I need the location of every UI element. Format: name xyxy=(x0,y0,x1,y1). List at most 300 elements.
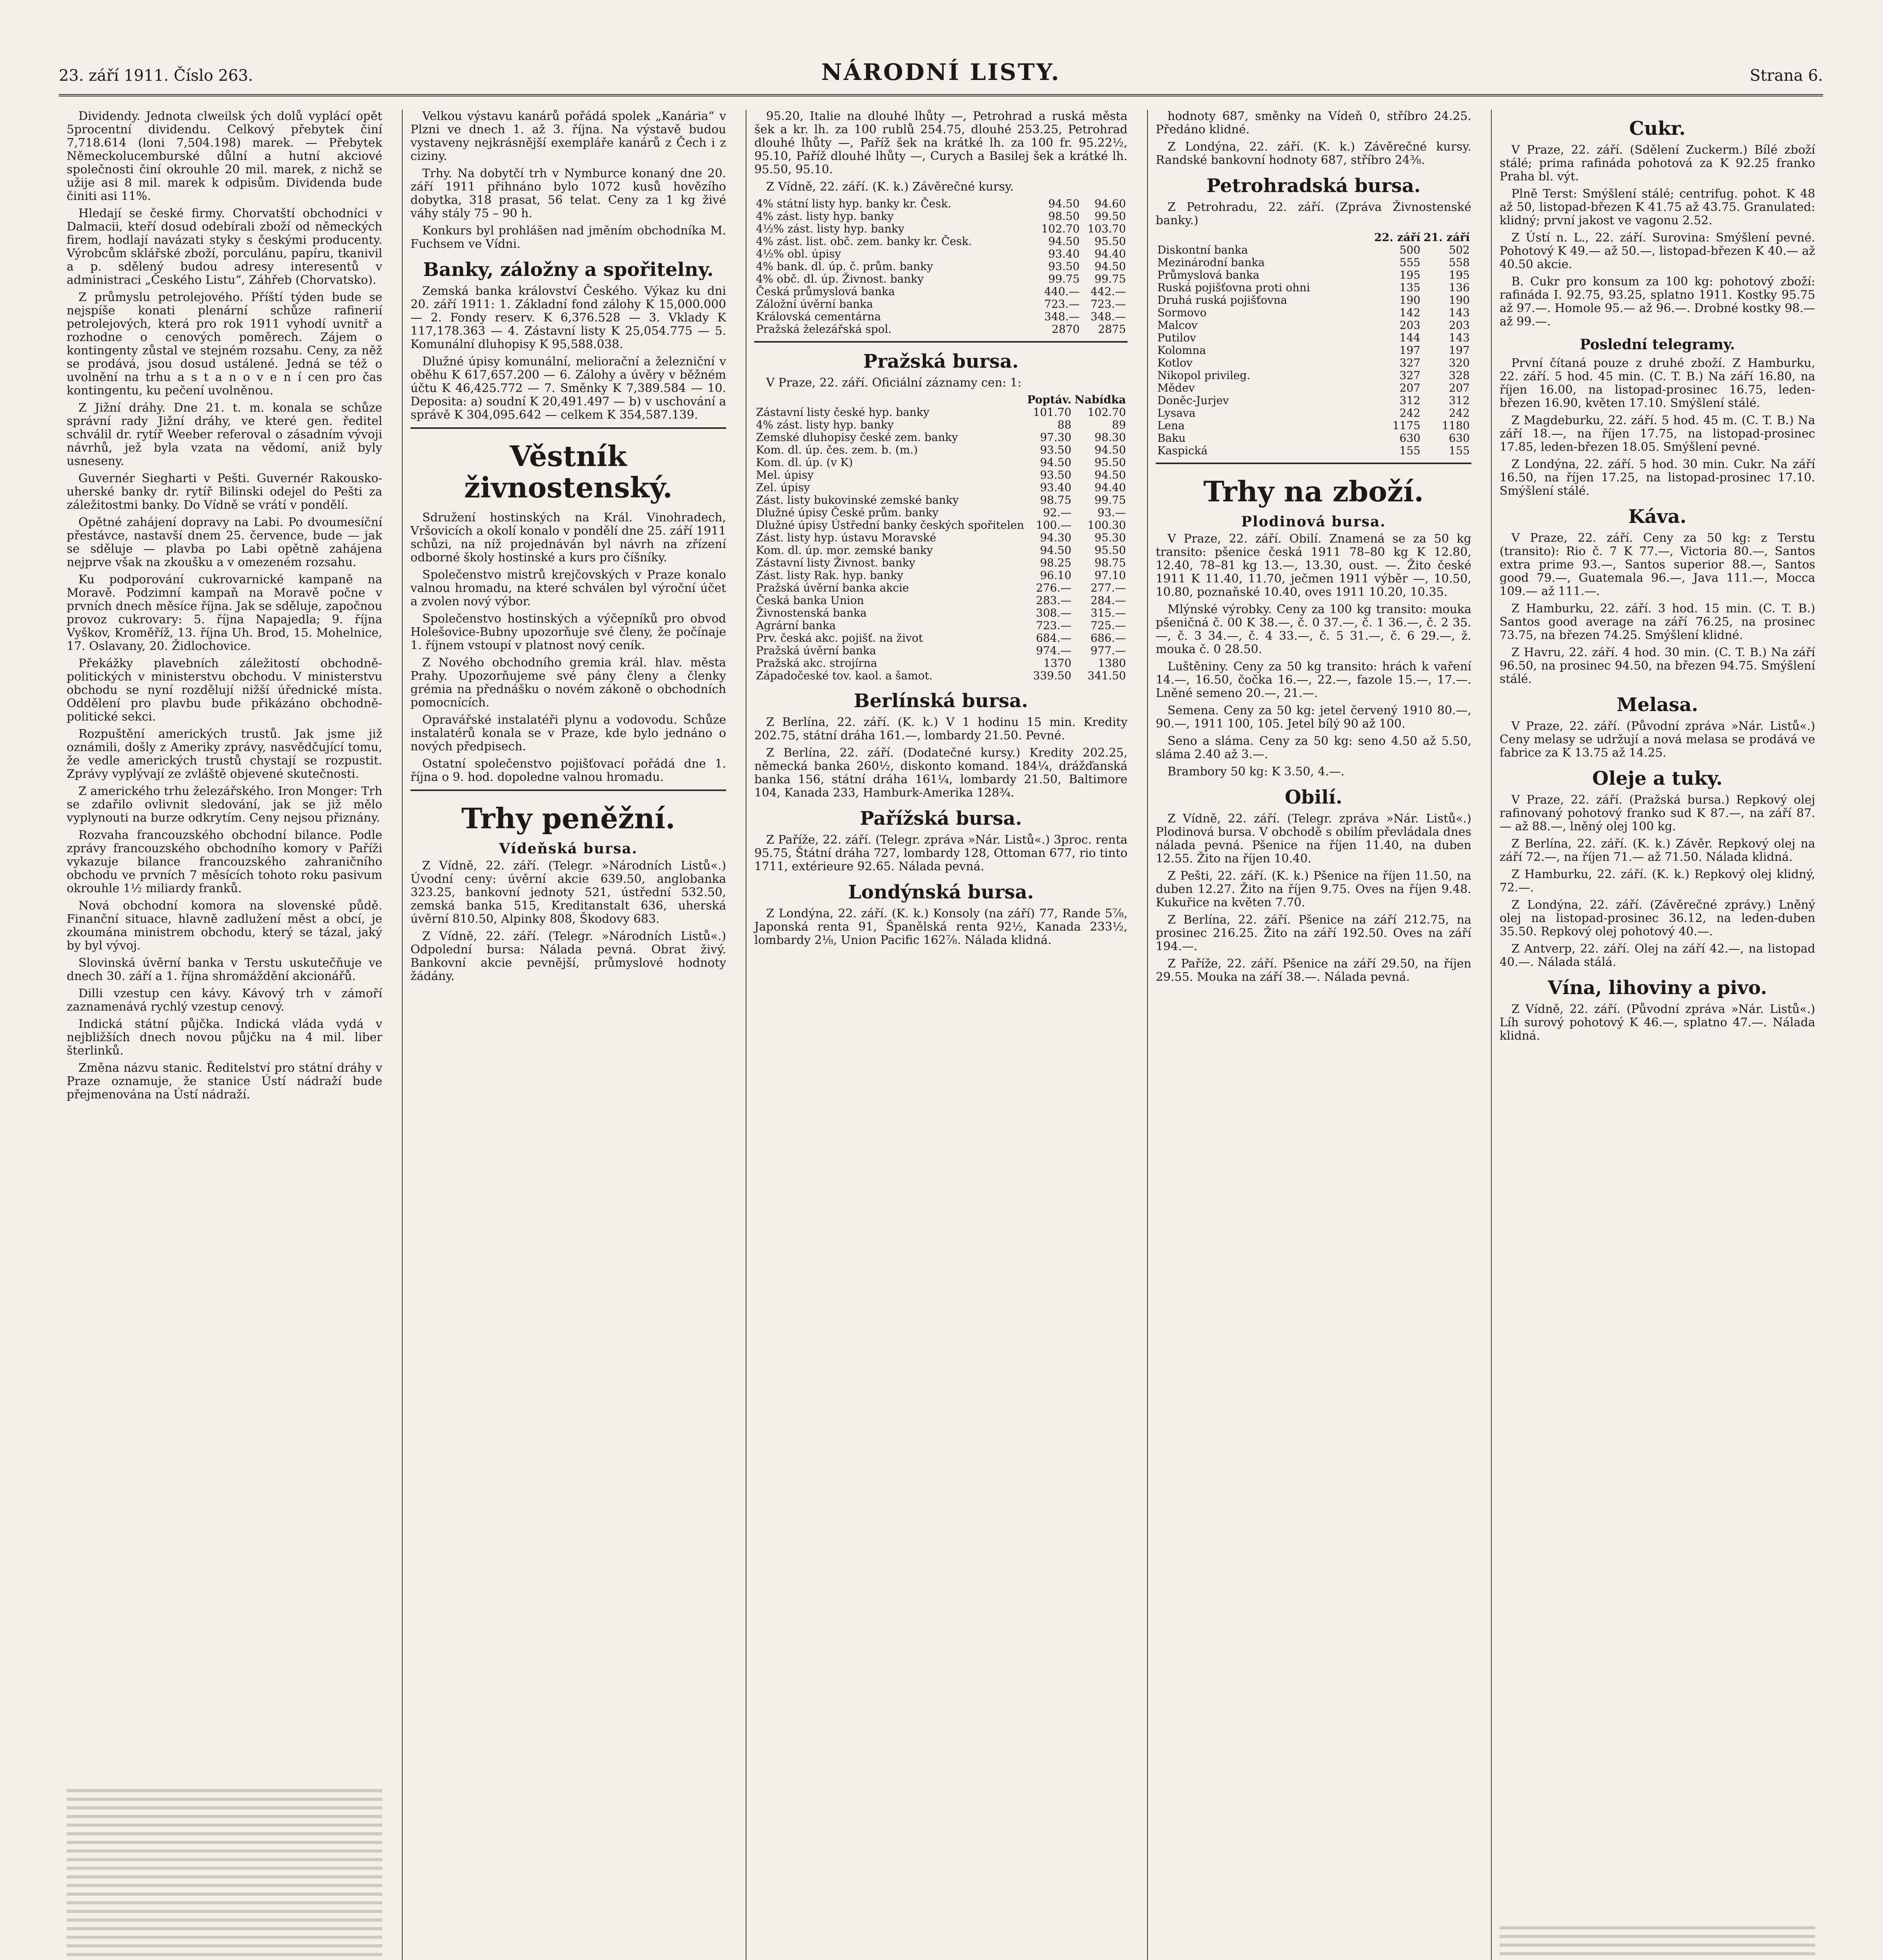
quote-row xyxy=(1156,344,1471,357)
row-value: 348.— xyxy=(1090,310,1126,323)
row-value: 142 xyxy=(1399,306,1421,319)
row-value: 95.50 xyxy=(1094,544,1126,557)
article-czech-firms: Hledají se české firmy. Chorvatští obchodníci v Dalmacii, kteří dosud odebírali zboží od německých firem, hodlají navázati styky s českými producenty. Výrobcům sklářské zboží, porculánu, papíru, tkanivil a p. sdělený budou adresy interesentů v administraci „Českého Listu“, Záhřeb (Chorvatsko). xyxy=(67,207,383,287)
column-5 xyxy=(1491,110,1823,1960)
land-bank-statement: Zemská banka království Českého. Výkaz ku dni 20. září 1911: 1. Základní fond zálohy K 15,000.000 — 2. Fondy reserv. K 6,376.528 — 3. Vklady K 117,178.363 — 4. Zástavní listy K 25,054.775 — 5. Komunální dluhopisy K 95,588.038. xyxy=(410,284,726,351)
quote-row xyxy=(754,632,1128,644)
quote-row xyxy=(754,273,1128,285)
quote-row xyxy=(754,210,1128,223)
row-label: Zástavní listy Živnost. banky xyxy=(756,556,915,569)
quote-row xyxy=(754,323,1128,336)
row-value: 277.— xyxy=(1090,581,1126,594)
quote-row xyxy=(754,607,1128,619)
row-value: 558 xyxy=(1449,256,1470,269)
row-value: 94.30 xyxy=(1040,531,1071,544)
quote-row xyxy=(1156,319,1471,332)
oils-hamburg: Z Hamburku, 22. září. (K. k.) Repkový olej klidný, 72.—. xyxy=(1499,867,1816,895)
row-value: 283.— xyxy=(1036,594,1071,607)
row-label: Pražská železářská spol. xyxy=(756,323,892,336)
quote-row xyxy=(754,644,1128,657)
row-value: 99.75 xyxy=(1094,494,1126,506)
column-1-dense-text xyxy=(67,1784,382,1960)
row-value: 96.10 xyxy=(1040,569,1071,582)
row-value: 99.75 xyxy=(1094,272,1126,285)
row-value: 98.75 xyxy=(1040,494,1071,506)
row-label: Pražská akc. strojírna xyxy=(756,657,877,670)
grain-berlin: Z Berlína, 22. září. Pšenice na září 212.75, na prosinec 216.25. Žito na září 192.50. Oves na září 194.—. xyxy=(1155,913,1471,953)
row-value: 502 xyxy=(1449,243,1470,256)
row-value: 1380 xyxy=(1098,657,1126,670)
column-3 xyxy=(746,110,1135,1960)
row-label: Zel. úpisy xyxy=(756,481,810,494)
row-value: 197 xyxy=(1449,344,1470,357)
row-value: 93.40 xyxy=(1048,247,1080,260)
quote-row xyxy=(754,532,1128,544)
trade-item-6: Ostatní společenstvo pojišťovací pořádá dne 1. října o 9. hod. dopoledne valnou hromadu. xyxy=(410,757,726,784)
london-exchange-heading: Londýnská bursa. xyxy=(848,881,1034,903)
row-value: 207 xyxy=(1399,381,1421,394)
quote-row xyxy=(754,298,1128,310)
row-value: 136 xyxy=(1449,281,1470,294)
row-label: Mezinárodní banka xyxy=(1157,256,1265,269)
row-value: 203 xyxy=(1399,319,1421,332)
article-elbe-navigation: Opětné zahájení dopravy na Labi. Po dvoumesíční přestávce, nastavší dnem 25. července, bude — jak se sděluje — plavba po Labi opětně zahájena nejprve však na zkoušku a v omezeném rozsahu. xyxy=(67,515,383,569)
row-value: 348.— xyxy=(1044,310,1080,323)
quote-row xyxy=(1156,256,1471,269)
vienna-afternoon: Z Vídně, 22. září. (Telegr. »Národních Listů«.) Odpolední bursa: Nálada pevná. Obrat živý. Bankovní akcie pevnější, průmyslové hodnoty žádány. xyxy=(410,929,726,983)
row-value: 95.50 xyxy=(1094,456,1126,469)
oils-prague: V Praze, 22. září. (Pražská bursa.) Repkový olej rafinovaný pohotový franko sud K 87.—, na září 87.— až 88.—, lněný olej 100 kg. xyxy=(1499,793,1816,833)
berlin-report-1: Z Berlína, 22. září. (K. k.) V 1 hodinu 15 min. Kredity 202.75, státní dráha 161.—, lombardy 21.50. Pevné. xyxy=(754,715,1128,742)
produce-exchange-subheading: Plodinová bursa. xyxy=(1241,514,1386,530)
quote-row xyxy=(1156,445,1471,457)
row-value: 723.— xyxy=(1036,619,1071,632)
row-label: Malcov xyxy=(1157,319,1198,332)
grain-paris: Z Paříže, 22. září. Pšenice na září 29.50, na říjen 29.55. Mouka na září 38.—. Nálada pevná. xyxy=(1155,957,1471,984)
article-ministry-shipping: Překážky plavebních záležitostí obchodně-politických v ministerstvu obchodu. V ministerstvu obchodu se nyní rozdělují nižší úřednické místa. Oddělení pro plavbu bude přikázáno obchodně-politické sekci. xyxy=(67,657,383,724)
row-value: 440.— xyxy=(1044,285,1080,298)
row-value: 98.30 xyxy=(1094,431,1126,444)
quote-row xyxy=(754,310,1128,323)
land-bank-statement-cont: Dlužné úpisy komunální, meliorační a železniční v oběhu K 617,657.200 — 6. Zálohy a úvěry v běžném účtu K 46,425.772 — 7. Směnky K 7,389.584 — 10. Deposita: a) soudní K 20,491.497 — b) v uschování a správě K 304,095.642 — celkem K 354,587.139. xyxy=(410,355,726,422)
row-label: 4½% obl. úpisy xyxy=(756,247,841,260)
row-value: 89 xyxy=(1112,418,1126,431)
quote-row xyxy=(1156,382,1471,394)
row-label: Kolomna xyxy=(1157,344,1206,357)
row-value: 102.70 xyxy=(1087,406,1126,419)
telegram-magdeburg: Z Magdeburku, 22. září. 5 hod. 45 m. (C. T. B.) Na září 18.—, na říjen 17.75, na listopad-prosinec 17.85, leden-březen 18.05. Smýšlení pevné. xyxy=(1499,414,1816,454)
row-value: 94.50 xyxy=(1094,260,1126,273)
row-label: Putilov xyxy=(1157,331,1196,344)
column-1 xyxy=(59,110,390,1960)
quote-row xyxy=(754,198,1128,210)
legumes: Luštěniny. Ceny za 50 kg transito: hrách k vaření 14.—, 16.50, čočka 16.—, 22.—, fazole 15.—, 17.—. Lněné semeno 20.—, 21.—. xyxy=(1155,660,1471,700)
row-value: 312 xyxy=(1449,394,1470,407)
latest-telegrams-heading: Poslední telegramy. xyxy=(1580,336,1735,353)
row-label: Mědev xyxy=(1157,381,1195,394)
row-value: 500 xyxy=(1399,243,1421,256)
row-value: 94.60 xyxy=(1094,197,1126,210)
berlin-exchange-heading: Berlínská bursa. xyxy=(853,690,1028,712)
article-american-trusts: Rozpuštění amerických trustů. Jak jsme již oznámili, došly z Ameriky zprávy, nasvědčující tomu, že vedle amerických trustů chystají se rozpustit. Zprávy vyplývají ze zvláště objevené skutečnosti. xyxy=(67,727,383,781)
row-label: Česká průmyslová banka xyxy=(756,285,895,298)
quote-row xyxy=(754,657,1128,670)
column-header: 21. září xyxy=(1424,231,1470,244)
row-label: Baku xyxy=(1157,432,1186,445)
coffee-prague: V Praze, 22. září. Ceny za 50 kg: z Terstu (transito): Rio č. 7 K 77.—, Victoria 80.—, Santos extra prime 93.—, Santos superior 88.—, Santos good 79.—, Guatemala 96.—, Java 111.—, Mocca 109.— až 111.—. xyxy=(1499,531,1816,598)
oils-heading: Oleje a tuky. xyxy=(1592,768,1723,789)
row-value: 684.— xyxy=(1036,632,1071,644)
quote-row xyxy=(754,469,1128,481)
quote-row xyxy=(1156,244,1471,256)
quote-row xyxy=(754,494,1128,506)
article-bankruptcy: Konkurs byl prohlášen nad jměním obchodníka M. Fuchsem ve Vídni. xyxy=(410,224,726,251)
quote-row xyxy=(1156,407,1471,419)
row-value: 98.75 xyxy=(1094,556,1126,569)
page-number: Strana 6. xyxy=(1750,67,1823,85)
spirits-vienna: Z Vídně, 22. září. (Původní zpráva »Nár. Listů«.) Líh surový pohotový K 46.—, splatno 47.—. Nálada klidná. xyxy=(1499,1002,1816,1043)
column-4 xyxy=(1147,110,1479,1960)
row-value: 276.— xyxy=(1036,581,1071,594)
masthead xyxy=(59,59,1823,96)
row-value: 341.50 xyxy=(1087,669,1126,682)
quote-row xyxy=(754,619,1128,632)
row-value: 101.70 xyxy=(1033,406,1071,419)
berlin-report-2: Z Berlína, 22. září. (Dodatečné kursy.) Kredity 202.25, německá banka 260½, diskonto komand. 184¼, drážďanská banka 156, státní dráha 161¼, lombardy 21.50, Baltimore 104, Kanada 233, Hamburk-Amerika 128¾. xyxy=(754,746,1128,800)
row-value: 143 xyxy=(1449,306,1470,319)
row-value: 144 xyxy=(1399,331,1421,344)
issue-date: 23. září 1911. Číslo 263. xyxy=(59,67,253,85)
article-slovene-bank: Slovinská úvěrní banka v Terstu uskutečňuje ve dnech 30. září a 1. října shromáždění akcionářů. xyxy=(67,956,383,983)
row-value: 100.30 xyxy=(1087,519,1126,532)
divider xyxy=(1156,463,1471,464)
row-label: Kotlov xyxy=(1157,356,1193,369)
row-label: 4% bank. dl. úp. č. prům. banky xyxy=(756,260,933,273)
quote-row xyxy=(1156,332,1471,344)
oils-berlin: Z Berlína, 22. září. (K. k.) Závěr. Repkový olej na září 72.—, na říjen 71.— až 71.50. Nálada klidná. xyxy=(1499,837,1816,864)
quote-row xyxy=(1156,307,1471,319)
row-value: 339.50 xyxy=(1033,669,1071,682)
sugar-prague: V Praze, 22. září. (Sdělení Zuckerm.) Bílé zboží stálé; prima rafináda pohotová za K 92.25 franko Praha bl. výt. xyxy=(1499,143,1816,183)
grain-vienna: Z Vídně, 22. září. (Telegr. zpráva »Nár. Listů«.) Plodinová bursa. V obchodě s obilím převládala dnes nálada pevná. Pšenice na říjen 11.40, na duben 12.55. Žito na říjen 10.40. xyxy=(1155,812,1471,866)
quote-row xyxy=(1156,294,1471,307)
article-sugar-campaign: Ku podporování cukrovarnické kampaně na Moravě. Podzimní kampaň na Moravě počne v prvních dnech měsíce října. Jak se sděluje, započnou provoz cukrovary: 5. října Napajedla; 9. října Vyškov, Kroměříž, 13. října Uh. Brod, 15. Mohelnice, 17. Oslavany, 20. Židlochovice. xyxy=(67,573,383,653)
vienna-exchange-subheading: Vídeňská bursa. xyxy=(499,840,638,857)
row-label: Agrární banka xyxy=(756,619,836,632)
row-label: Královská cementárna xyxy=(756,310,881,323)
row-value: 94.40 xyxy=(1094,247,1126,260)
money-markets-heading: Trhy peněžní. xyxy=(461,802,675,835)
article-canary-show: Velkou výstavu kanárů pořádá spolek „Kanária“ v Plzni ve dnech 1. až 3. října. Na výstavě budou vystaveny nejkrásnější exempláře kanárů z Čech i z ciziny. xyxy=(410,109,726,163)
row-value: 95.30 xyxy=(1094,531,1126,544)
row-label: Nikopol privileg. xyxy=(1157,369,1251,382)
quote-row xyxy=(1156,419,1471,432)
hay-straw: Seno a sláma. Ceny za 50 kg: seno 4.50 až 5.50, sláma 2.40 až 3.—. xyxy=(1155,734,1471,761)
sugar-usti: Z Ústí n. L., 22. září. Surovina: Smýšlení pevné. Pohotový K 49.— až 50.—, listopad-březen K 40.— až 40.50 akcie. xyxy=(1499,231,1816,271)
molasses-heading: Melasa. xyxy=(1616,694,1698,716)
vienna-closing-label: Z Vídně, 22. září. (K. k.) Závěrečné kursy. xyxy=(766,180,1014,194)
quote-row xyxy=(754,569,1128,582)
row-value: 98.25 xyxy=(1040,556,1071,569)
quote-row xyxy=(1156,394,1471,407)
petersburg-label: Z Petrohradu, 22. září. (Zpráva Živnostenské banky.) xyxy=(1155,200,1471,227)
quote-row xyxy=(754,481,1128,494)
row-label: Zástavní listy české hyp. banky xyxy=(756,406,930,419)
article-dividends: Dividendy. Jednota clweilsk ých dolů vyplácí opět 5procentní dividendu. Celkový přebytek činí 7,718.614 (loni 7,504.198) marek. — Přebytek Německolucemburské důlní a hutní akciové společnosti činí okrouhle 20 mil. marek, z nichž se užije asi 8 mil. marek k odpisům. Dividenda bude činiti asi 11%. xyxy=(67,109,383,203)
row-value: 190 xyxy=(1449,294,1470,307)
article-cattle-market: Trhy. Na dobytčí trh v Nymburce konaný dne 20. září 1911 přihnáno bylo 1072 kusů hovězího dobytka, 318 prasat, 56 telat. Ceny za 1 kg živé váhy stály 75 – 90 h. xyxy=(410,167,726,220)
column-header: 22. září xyxy=(1374,231,1421,244)
row-value: 723.— xyxy=(1044,298,1080,310)
row-label: Diskontní banka xyxy=(1157,243,1248,256)
row-label: Pražská úvěrní banka xyxy=(756,644,876,657)
telegram-london: Z Londýna, 22. září. 5 hod. 30 min. Cukr. Na září 16.50, na říjen 17.25, na listopad-prosinec 17.10. Smýšlení stálé. xyxy=(1499,457,1816,498)
row-value: 94.50 xyxy=(1040,544,1071,557)
oils-antwerp: Z Antverp, 22. září. Olej na září 42.—, na listopad 40.—. Nálada stálá. xyxy=(1499,942,1816,969)
row-value: 977.— xyxy=(1090,644,1126,657)
row-value: 135 xyxy=(1399,281,1421,294)
london-closing: Z Londýna, 22. září. (K. k.) Závěrečné kursy. Randské bankovní hodnoty 687, stříbro 24⅜. xyxy=(1155,140,1471,167)
row-value: 93.50 xyxy=(1040,468,1071,481)
row-value: 155 xyxy=(1399,444,1421,457)
row-label: Mel. úpisy xyxy=(756,468,814,481)
column-header: Poptáv. xyxy=(1027,393,1071,406)
row-value: 97.30 xyxy=(1040,431,1071,444)
coffee-havre: Z Havru, 22. září. 4 hod. 30 min. (C. T. B.) Na září 96.50, na prosinec 94.50, na březen 94.75. Smýšlení stálé. xyxy=(1499,646,1816,686)
trade-item-3: Společenstvo hostinských a výčepníků pro obvod Holešovice-Bubny upozorňuje své členy, že počínaje 1. říjnem vstoupí v platnost nový ceník. xyxy=(410,612,726,652)
quote-row xyxy=(754,557,1128,569)
petersburg-exchange-heading: Petrohradská bursa. xyxy=(1206,175,1421,197)
mill-products: Mlýnské výrobky. Ceny za 100 kg transito: mouka pšeničná č. 00 K 38.—, č. 0 37.—, č. 1 36.—, č. 2 35.—, č. 3 34.—, č. 4 33.—, č. 5 31.—, č. 6 29.—, ž. mouka č. 0 28.50. xyxy=(1155,603,1471,656)
row-value: 207 xyxy=(1449,381,1470,394)
article-coffee-price: Dilli vzestup cen kávy. Kávový trh v zámoří zaznamenává rychlý vzestup cenový. xyxy=(67,987,383,1014)
quote-row xyxy=(1156,281,1471,294)
row-label: Zemské dluhopisy české zem. banky xyxy=(756,431,958,444)
row-label: Záložní úvěrní banka xyxy=(756,298,873,310)
row-label: Lena xyxy=(1157,419,1185,432)
row-label: Zást. listy Rak. hyp. banky xyxy=(756,569,904,582)
article-french-trade: Rozvaha francouzského obchodní bilance. Podle zprávy francouzského obchodního komory v Paříži vykazuje bilance francouzského zahraničního obchodu ve prvních 7 měsících tohoto roku pasivum okrouhle 1½ miliardy franků. xyxy=(67,828,383,895)
quote-row xyxy=(754,285,1128,298)
prague-official-label: V Praze, 22. září. Oficiální záznamy cen: 1: xyxy=(766,376,1022,390)
vienna-closing-table xyxy=(754,198,1128,336)
quote-row xyxy=(754,235,1128,248)
vienna-opening: Z Vídně, 22. září. (Telegr. »Národních Listů«.) Úvodní ceny: úvěrní akcie 639.50, anglobanka 323.25, bankovní jednoty 521, ústřední 532.50, zemská banka 515, Kreditanstalt 636, uherská úvěrní 810.50, Alpinky 808, Škodovy 683. xyxy=(410,859,726,926)
quote-row xyxy=(754,419,1128,431)
quote-row xyxy=(754,431,1128,444)
grain-prices: V Praze, 22. září. Obilí. Znamená se za 50 kg transito: pšenice česká 1911 78–80 kg K 12.80, 12.40, 78–81 kg 13.—, 13.30, oust. —. Žito české 1911 K 11.40, 11.70, ječmen 1911 výběr —, 10.50, 10.80, poznaňské 10.40, oves 1911 10.20, 10.35. xyxy=(1155,532,1471,599)
row-value: 1180 xyxy=(1442,419,1470,432)
quote-row xyxy=(754,670,1128,682)
quote-row xyxy=(754,406,1128,419)
telegram-hamburg: První čítaná pouze z druhé zboží. Z Hamburku, 22. září. 5 hod. 45 min. (C. T. B.) Na září 16.80, na říjen 16.00, na listopad-prosinec 16.75, leden-březen 16.90, květen 17.10. Smýšlení stálé. xyxy=(1499,356,1816,410)
row-label: Česká banka Union xyxy=(756,594,864,607)
trade-item-2: Společenstvo mistrů krejčovských v Praze konalo valnou hromadu, na které schválen byl výroční účet a zvolen nový výbor. xyxy=(410,568,726,608)
row-value: 93.50 xyxy=(1048,260,1080,273)
quote-row xyxy=(1156,357,1471,369)
row-value: 94.50 xyxy=(1094,443,1126,456)
quote-row xyxy=(754,594,1128,607)
row-value: 97.10 xyxy=(1094,569,1126,582)
row-value: 190 xyxy=(1399,294,1421,307)
row-label: Kom. dl. úp. mor. zemské banky xyxy=(756,544,933,557)
trade-gazette-heading: Věstník živnostenský. xyxy=(464,439,673,504)
row-label: Živnostenská banka xyxy=(756,606,867,619)
row-value: 308.— xyxy=(1036,606,1071,619)
row-label: 4% zást. listy hyp. banky xyxy=(756,210,894,223)
row-value: 630 xyxy=(1399,432,1421,445)
row-label: Dlužné úpisy Ústřední banky českých spořitelen xyxy=(756,519,1024,532)
grain-budapest: Z Pešti, 22. září. (K. k.) Pšenice na říjen 11.50, na duben 12.27. Žito na říjen 9.75. Oves na říjen 9.48. Kukuřice na květen 7.70. xyxy=(1155,869,1471,909)
quote-row xyxy=(754,248,1128,260)
divider xyxy=(410,427,726,429)
row-label: 4% státní listy hyp. banky kr. Česk. xyxy=(756,197,951,210)
potatoes: Brambory 50 kg: K 3.50, 4.—. xyxy=(1167,765,1345,779)
quote-row xyxy=(1156,369,1471,382)
quote-row xyxy=(754,544,1128,557)
quote-row xyxy=(754,506,1128,519)
row-value: 100.— xyxy=(1036,519,1071,532)
grain-heading: Obilí. xyxy=(1285,786,1342,808)
row-label: Průmyslová banka xyxy=(1157,269,1260,281)
row-label: Doněc-Jurjev xyxy=(1157,394,1229,407)
column-5-dense-text xyxy=(1500,1921,1815,1960)
article-petroleum: Z průmyslu petrolejového. Příští týden bude se nejspíše konati plenární schůze rafinerií petrolejových, která pro rok 1911 vyhodí uvnitř a rozhodne o cenových poměrech. Zájem o kontingenty zůstal ve stejném rozsahu. Ceny, za něž se prodává, jsou dosud ustálené. Jedná se též o uvolnění na trhu a s t a n o v e n í cen pro čas kontingentu, ku pečení uvolněnou. xyxy=(67,290,383,397)
row-value: 94.50 xyxy=(1040,456,1071,469)
row-label: Kaspická xyxy=(1157,444,1208,457)
row-value: 1175 xyxy=(1392,419,1421,432)
quote-row xyxy=(754,582,1128,594)
sugar-consumption: B. Cukr pro konsum za 100 kg: pohotový zboží: rafináda I. 92.75, 93.25, splatno 1911. Kostky 95.75 až 97.—. Homole 95.— až 96.—. Drobné kostky 98.— až 99.—. xyxy=(1499,275,1816,328)
row-value: 93.50 xyxy=(1040,443,1071,456)
quote-row xyxy=(754,260,1128,273)
sugar-trieste: Plně Terst: Smýšlení stálé; centrifug. pohot. K 48 až 50, listopad-březen K 41.75 až 43.75. Granulated: klidný; první jakost ve vagonu 2.52. xyxy=(1499,187,1816,227)
banks-heading: Banky, záložny a spořitelny. xyxy=(423,259,714,281)
row-value: 155 xyxy=(1449,444,1470,457)
article-southern-railway: Z Jižní dráhy. Dne 21. t. m. konala se schůze správní rady Jižní dráhy, ve které gen. ředitel schválil dr. rytíř Weeber referoval o zásadním vývoji návrhů, jež byla vzata na vědomí, aniž byly usneseny. xyxy=(67,401,383,468)
row-value: 102.70 xyxy=(1041,222,1080,235)
coffee-hamburg: Z Hamburku, 22. září. 3 hod. 15 min. (C. T. B.) Santos good average na září 76.25, na prosinec 73.75, na březen 74.25. Smýšlení klidné. xyxy=(1499,602,1816,642)
quote-row xyxy=(754,456,1128,469)
london-continued: hodnoty 687, směnky na Vídeň 0, stříbro 24.25. Předáno klidné. xyxy=(1155,109,1471,136)
row-value: 974.— xyxy=(1036,644,1071,657)
trade-item-4: Z Nového obchodního gremia král. hlav. města Prahy. Upozorňujeme své pány členy a členky grémia na přednášku o novém zákoně o obchodních pomocnících. xyxy=(410,656,726,710)
commodity-markets-heading: Trhy na zboží. xyxy=(1203,475,1424,508)
row-value: 94.40 xyxy=(1094,481,1126,494)
row-value: 95.50 xyxy=(1094,235,1126,248)
row-label: Prv. česká akc. pojišť. na život xyxy=(756,632,923,644)
row-value: 555 xyxy=(1399,256,1421,269)
row-value: 88 xyxy=(1057,418,1071,431)
row-label: Druhá ruská pojišťovna xyxy=(1157,294,1287,307)
row-value: 242 xyxy=(1399,407,1421,419)
newspaper-title: NÁRODNÍ LISTY. xyxy=(821,59,1061,85)
trade-item-5: Opravářské instalatéři plynu a vodovodu. Schůze instalatérů konala se v Praze, kde bylo jednáno o nových předpisech. xyxy=(410,713,726,753)
quote-row xyxy=(754,223,1128,235)
divider xyxy=(754,341,1128,343)
paris-report: Z Paříže, 22. září. (Telegr. zpráva »Nár. Listů«.) 3proc. renta 95.75, Štátní dráha 727, lombardy 128, Ottoman 677, rio tinto 1711, extérieure 92.65. Nálada pevná. xyxy=(754,833,1128,873)
article-station-rename: Změna názvu stanic. Ředitelství pro státní dráhy v Praze oznamuje, že stanice Ústí nádraží bude přejmenována na Ústí nádraží. xyxy=(67,1061,383,1102)
row-label: 4½% zást. listy hyp. banky xyxy=(756,222,904,235)
row-label: Lysava xyxy=(1157,407,1196,419)
row-value: 94.50 xyxy=(1048,197,1080,210)
row-value: 2875 xyxy=(1098,323,1126,336)
row-value: 93.— xyxy=(1097,506,1126,519)
quote-row xyxy=(754,444,1128,456)
quote-row xyxy=(1156,269,1471,281)
article-governor: Guvernér Siegharti v Pešti. Guvernér Rakousko-uherské banky dr. rytíř Bilinski odejel do Pešti za záležitostmi banky. Do Vídně se vrátí v pondělí. xyxy=(67,472,383,512)
paris-exchange-heading: Pařížská bursa. xyxy=(860,808,1022,829)
row-value: 315.— xyxy=(1090,606,1126,619)
quote-row xyxy=(754,519,1128,532)
column-header: Nabídka xyxy=(1074,393,1126,406)
row-value: 103.70 xyxy=(1087,222,1126,235)
row-value: 327 xyxy=(1399,369,1421,382)
row-label: Ruská pojišťovna proti ohni xyxy=(1157,281,1310,294)
row-value: 686.— xyxy=(1090,632,1126,644)
row-label: Sormovo xyxy=(1157,306,1207,319)
row-value: 442.— xyxy=(1090,285,1126,298)
column-2 xyxy=(402,110,734,1960)
row-value: 143 xyxy=(1449,331,1470,344)
exchange-rates-text: 95.20, Italie na dlouhé lhůty —, Petrohrad a ruská města šek a kr. lh. za 100 rublů 254.75, dlouhé 253.25, Petrohrad dlouhé lhůty —, Paříž šek na krátké lh. za 100 fr. 95.22½, 95.10, Paříž dlouhé lhůty —, Curych a Basilej šek a krátké lh. 95.50, 95.10. xyxy=(754,109,1128,176)
row-value: 94.50 xyxy=(1048,235,1080,248)
prague-exchange-heading: Pražská bursa. xyxy=(863,350,1019,372)
row-value: 723.— xyxy=(1090,298,1126,310)
row-value: 312 xyxy=(1399,394,1421,407)
molasses-prague: V Praze, 22. září. (Původní zpráva »Nár. Listů«.) Ceny melasy se udržují a nová melasa se prodává ve fabrice za K 13.75 až 14.25. xyxy=(1499,719,1816,760)
row-value: 284.— xyxy=(1090,594,1126,607)
divider xyxy=(410,789,726,791)
row-value: 93.40 xyxy=(1040,481,1071,494)
row-value: 92.— xyxy=(1043,506,1071,519)
row-label: 4% obč. dl. úp. Živnost. banky xyxy=(756,272,924,285)
row-value: 195 xyxy=(1399,269,1421,281)
column-header xyxy=(754,394,1026,406)
row-label: 4% zást. list. obč. zem. banky kr. Česk. xyxy=(756,235,972,248)
row-value: 203 xyxy=(1449,319,1470,332)
row-label: Zást. listy hyp. ústavu Moravské xyxy=(756,531,936,544)
article-iron-market: Z amerického trhu železářského. Iron Monger: Trh se zdařilo ovlivnit sledování, jak se již mělo vyplynouti na burze odkrytím. Ceny nejsou přiznány. xyxy=(67,784,383,825)
row-value: 2870 xyxy=(1051,323,1080,336)
quote-row xyxy=(1156,432,1471,445)
wine-spirits-heading: Vína, lihoviny a pivo. xyxy=(1547,977,1767,999)
row-value: 98.50 xyxy=(1048,210,1080,223)
row-label: Kom. dl. úp. (v K) xyxy=(756,456,853,469)
article-indian-loan: Indická státní půjčka. Indická vláda vydá v nejbližších dnech novou půjčku na 4 mil. liber šterlinků. xyxy=(67,1017,383,1058)
row-value: 99.50 xyxy=(1094,210,1126,223)
row-label: Kom. dl. úp. čes. zem. b. (m.) xyxy=(756,443,918,456)
columns xyxy=(59,110,1823,1960)
row-value: 242 xyxy=(1449,407,1470,419)
coffee-heading: Káva. xyxy=(1628,506,1687,528)
trade-item-1: Sdružení hostinských na Král. Vinohradech, Vršovicích a okolí konalo v pondělí dne 25. září 1911 schůzi, na níž projednáván byl návrh na zřízení odborné školy hostinské a kurs pro číšníky. xyxy=(410,511,726,564)
prague-quotes-table xyxy=(754,394,1128,682)
seeds: Semena. Ceny za 50 kg: jetel červený 1910 80.—, 90.—, 1911 100, 105. Jetel bílý 90 až 100. xyxy=(1155,704,1471,731)
oils-london: Z Londýna, 22. září. (Závěrečné zprávy.) Lněný olej na listopad-prosinec 36.12, na leden-duben 35.50. Repkový olej pohotový 40.—. xyxy=(1499,898,1816,938)
row-label: Zást. listy bukovinské zemské banky xyxy=(756,494,959,506)
row-value: 327 xyxy=(1399,356,1421,369)
row-value: 94.50 xyxy=(1094,468,1126,481)
row-value: 1370 xyxy=(1043,657,1071,670)
row-label: 4% zást. listy hyp. banky xyxy=(756,418,894,431)
column-header xyxy=(1156,231,1373,244)
row-value: 725.— xyxy=(1090,619,1126,632)
london-report: Z Londýna, 22. září. (K. k.) Konsoly (na září) 77, Rande 5⅞, Japonská renta 91, Španělská renta 92½, Kanada 233½, lombardy 2⅛, Union Pacific 162⅞. Nálada klidná. xyxy=(754,907,1128,947)
row-label: Dlužné úpisy České prům. banky xyxy=(756,506,939,519)
row-label: Západočeské tov. kaol. a šamot. xyxy=(756,669,933,682)
sugar-heading: Cukr. xyxy=(1629,118,1686,140)
